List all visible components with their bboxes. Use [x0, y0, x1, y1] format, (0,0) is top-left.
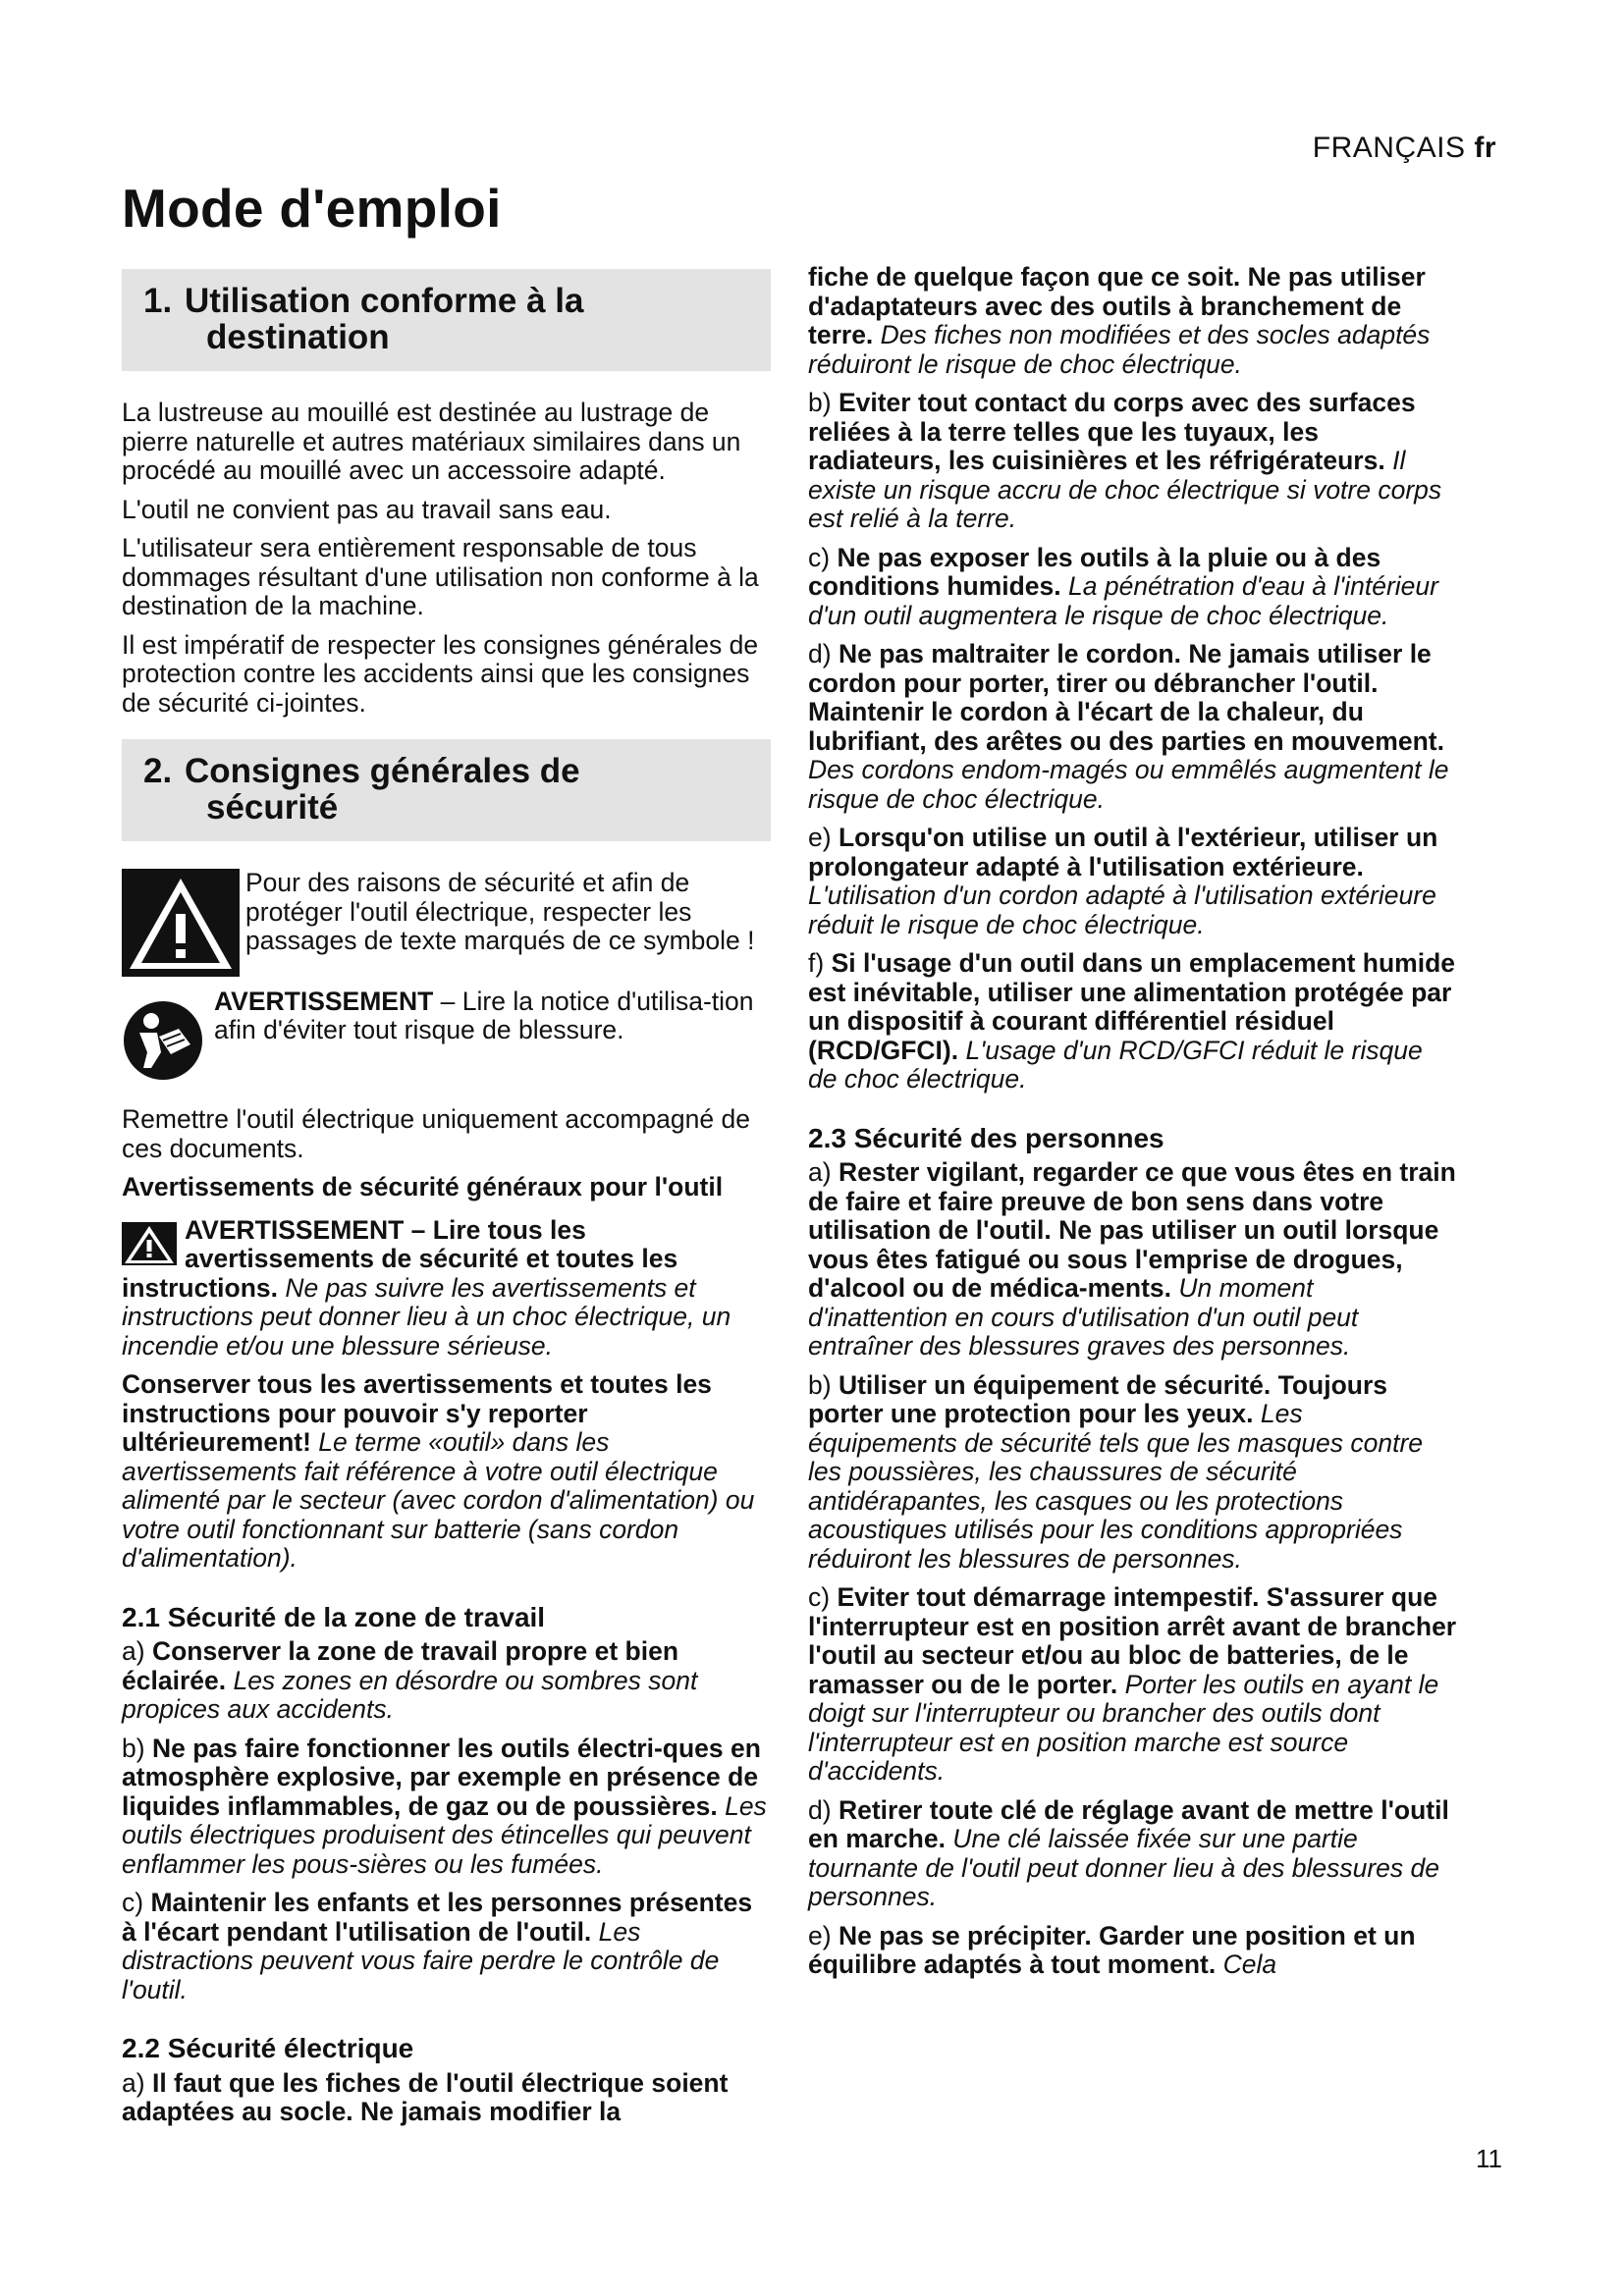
list-item	[808, 949, 1457, 1095]
list-item	[808, 640, 1457, 814]
item-letter: b)	[122, 1733, 145, 1763]
section-1-paragraph: La lustreuse au mouillé est destinée au lustrage de pierre naturelle et autres matériaux similaires dans un procédé au mouillé avec un accessoire adapté.	[122, 398, 741, 485]
section-1-title-line2: destination	[206, 318, 390, 356]
list-item	[808, 1371, 1457, 1575]
list-item	[122, 2069, 771, 2127]
item-italic: Des fiches non modifiées et des socles adaptés réduiront le risque de choc électrique.	[808, 320, 1431, 379]
section-1-paragraph: Il est impératif de respecter les consignes générales de protection contre les accidents ainsi que les consignes de sécurité ci-jointes.	[122, 629, 759, 718]
item-italic: Les outils électriques produisent des étincelles qui peuvent enflammer les pous-sières ou les fumées.	[122, 1790, 767, 1879]
list-item	[122, 1889, 771, 2004]
list-item	[122, 1637, 771, 1725]
item-letter: c)	[122, 1888, 144, 1917]
item-letter: e)	[808, 823, 832, 852]
section-1-title-line1: Utilisation conforme à la	[185, 282, 584, 320]
section-2-title-line2: sécurité	[206, 788, 339, 827]
item-letter: b)	[808, 388, 832, 417]
item-bold: Ne pas faire fonctionner les outils électri-ques en atmosphère explosive, par exemple en présence de liquides inflammables, de gaz ou de poussières.	[122, 1733, 761, 1821]
language-name: FRANÇAIS	[1312, 132, 1466, 164]
item-bold: Il faut que les fiches de l'outil électrique soient adaptées au socle. Ne jamais modifier la	[122, 2067, 729, 2126]
manual-warning	[122, 988, 771, 1089]
keep-instructions-italic: Le terme «outil» dans les avertissements fait référence à votre outil électrique alimenté par le secteur (avec cordon d'alimentation) ou votre outil fonctionnant sur batterie (sans cordon d'alimentation).	[122, 1427, 755, 1573]
item-italic: La pénétration d'eau à l'intérieur d'un outil augmentera le risque de choc électrique.	[808, 571, 1438, 630]
item-bold: fiche de quelque façon que ce soit. Ne pas utiliser d'adaptateurs avec des outils à branchement de terre.	[808, 262, 1426, 349]
section-1-paragraph: L'outil ne convient pas au travail sans eau.	[122, 494, 612, 524]
item-bold: Eviter tout contact du corps avec des surfaces reliées à la terre telles que les tuyaux, les radiateurs, les cuisinières et les réfrigérateurs.	[808, 388, 1416, 475]
item-letter: a)	[122, 1636, 145, 1666]
list-item	[808, 1922, 1457, 1980]
item-bold: Rester vigilant, regarder ce que vous êtes en train de faire et faire preuve de bon sens dans votre utilisation de l'outil. Ne pas utiliser un outil lorsque vous êtes fatigué ou sous l'emprise de drogues, d'alcool ou de médica-ments.	[808, 1157, 1456, 1303]
language-label	[1313, 132, 1496, 165]
item-letter: c)	[808, 542, 831, 572]
read-all-warnings-bold: AVERTISSEMENT – Lire tous les avertissements de sécurité et toutes les instructions.	[122, 1214, 678, 1303]
section-1-number: 1.	[143, 282, 173, 320]
item-italic: Cela	[1216, 1949, 1277, 1979]
item-bold: Utiliser un équipement de sécurité. Toujours porter une protection pour les yeux.	[808, 1369, 1388, 1428]
item-letter: d)	[808, 639, 832, 668]
item-bold: Lorsqu'on utilise un outil à l'extérieur, utiliser un prolongateur adapté à l'utilisation extérieure.	[808, 823, 1438, 881]
list-item	[808, 1583, 1457, 1787]
manual-warning-body: – Lire la notice d'utilisa-tion afin d'éviter tout risque de blessure.	[214, 986, 754, 1044]
general-warnings-heading: Avertissements de sécurité généraux pour l'outil	[122, 1172, 724, 1201]
section-2-title-line1: Consignes générales de	[185, 752, 580, 790]
item-italic: Les distractions peuvent vous faire perdre le contrôle de l'outil.	[122, 1916, 720, 2004]
keep-instructions-bold: Conserver tous les avertissements et toutes les instructions pour pouvoir s'y reporter ultérieurement!	[122, 1369, 712, 1457]
item-bold: Retirer toute clé de réglage avant de mettre l'outil en marche.	[808, 1794, 1449, 1853]
item-italic: L'usage d'un RCD/GFCI réduit le risque de choc électrique.	[808, 1035, 1423, 1094]
section-1-paragraph: L'utilisateur sera entièrement responsable de tous dommages résultant d'une utilisation non conforme à la destination de la machine.	[122, 533, 759, 620]
read-all-warnings	[122, 1216, 771, 1362]
section-2-heading	[122, 739, 771, 841]
list-item	[808, 1796, 1457, 1912]
item-italic: L'utilisation d'un cordon adapté à l'utilisation extérieure réduit le risque de choc électrique.	[808, 881, 1436, 939]
safety-symbol-note	[122, 869, 771, 984]
list-item	[808, 389, 1457, 534]
item-italic: Les équipements de sécurité tels que les masques contre les poussières, les chaussures de sécurité antidérapantes, les casques ou les protections acoustiques utilisés pour les conditions appropriées réduiront les blessures de personnes.	[808, 1399, 1424, 1574]
page-number: 11	[1476, 2144, 1502, 2173]
read-manual-icon	[122, 988, 214, 1089]
documents-note: Remettre l'outil électrique uniquement accompagné de ces documents.	[122, 1104, 750, 1163]
list-item	[808, 1158, 1457, 1362]
subsection-heading: 2.2 Sécurité électrique	[122, 2033, 414, 2063]
warning-triangle-icon	[122, 869, 245, 984]
item-letter: d)	[808, 1794, 832, 1825]
list-item	[808, 544, 1457, 631]
symbol-explanation: Pour des raisons de sécurité et afin de protéger l'outil électrique, respecter les passages de texte marqués de ce symbole !	[245, 868, 755, 955]
item-letter: a)	[808, 1157, 832, 1187]
item-italic: Des cordons endom-magés ou emmêlés augmentent le risque de choc électrique.	[808, 755, 1449, 814]
item-bold: Si l'usage d'un outil dans un emplacement humide est inévitable, utiliser une alimentation protégée par un dispositif à courant différentiel résiduel (RCD/GFCI).	[808, 948, 1456, 1065]
item-letter: a)	[122, 2067, 145, 2098]
small-warning-icon	[122, 1222, 177, 1265]
list-item-continuation	[808, 263, 1457, 379]
item-bold: Maintenir les enfants et les personnes présentes à l'écart pendant l'utilisation de l'outil.	[122, 1888, 753, 1947]
manual-warning-text	[214, 988, 771, 1045]
right-column	[808, 263, 1457, 1990]
list-item	[122, 1735, 771, 1880]
item-italic: Un moment d'inattention en cours d'utilisation d'un outil peut entraîner des blessures graves des personnes.	[808, 1273, 1359, 1361]
item-italic: Les zones en désordre ou sombres sont propices aux accidents.	[122, 1665, 698, 1724]
item-letter: b)	[808, 1369, 832, 1400]
document-title: Mode d'emploi	[122, 178, 502, 239]
item-bold: Conserver la zone de travail propre et bien éclairée.	[122, 1636, 679, 1695]
section-1-heading	[122, 269, 771, 371]
avertissement-label: AVERTISSEMENT	[214, 986, 434, 1016]
item-bold: Ne pas maltraiter le cordon. Ne jamais utiliser le cordon pour porter, tirer ou débrancher l'outil. Maintenir le cordon à l'écart de la chaleur, du lubrifiant, des arêtes ou des parties en mouvement.	[808, 639, 1444, 756]
item-letter: c)	[808, 1582, 831, 1612]
item-letter: f)	[808, 948, 825, 978]
subsection-heading: 2.1 Sécurité de la zone de travail	[122, 1601, 546, 1632]
item-italic: Il existe un risque accru de choc électrique si votre corps est relié à la terre.	[808, 446, 1442, 533]
item-bold: Ne pas exposer les outils à la pluie ou à des conditions humides.	[808, 542, 1381, 601]
item-italic: Une clé laissée fixée sur une partie tournante de l'outil peut donner lieu à des blessures de personnes.	[808, 1824, 1439, 1911]
item-letter: e)	[808, 1920, 832, 1950]
item-bold: Ne pas se précipiter. Garder une position et un équilibre adaptés à tout moment.	[808, 1920, 1416, 1979]
left-column	[122, 261, 771, 2137]
language-code: fr	[1474, 132, 1496, 164]
subsection-heading: 2.3 Sécurité des personnes	[808, 1122, 1164, 1153]
list-item	[808, 824, 1457, 939]
item-italic: Porter les outils en ayant le doigt sur l'interrupteur ou brancher des outils dont l'interrupteur est en position marche est source d'accidents.	[808, 1669, 1439, 1786]
item-bold: Eviter tout démarrage intempestif. S'assurer que l'interrupteur est en position arrêt avant de brancher l'outil au secteur et/ou au bloc de batteries, de le ramasser ou de le porter.	[808, 1582, 1457, 1699]
read-all-warnings-italic: Ne pas suivre les avertissements et instructions peut donner lieu à un choc électrique, un incendie et/ou une blessure sérieuse.	[122, 1272, 731, 1361]
section-2-number: 2.	[143, 752, 173, 790]
keep-instructions	[122, 1370, 771, 1574]
